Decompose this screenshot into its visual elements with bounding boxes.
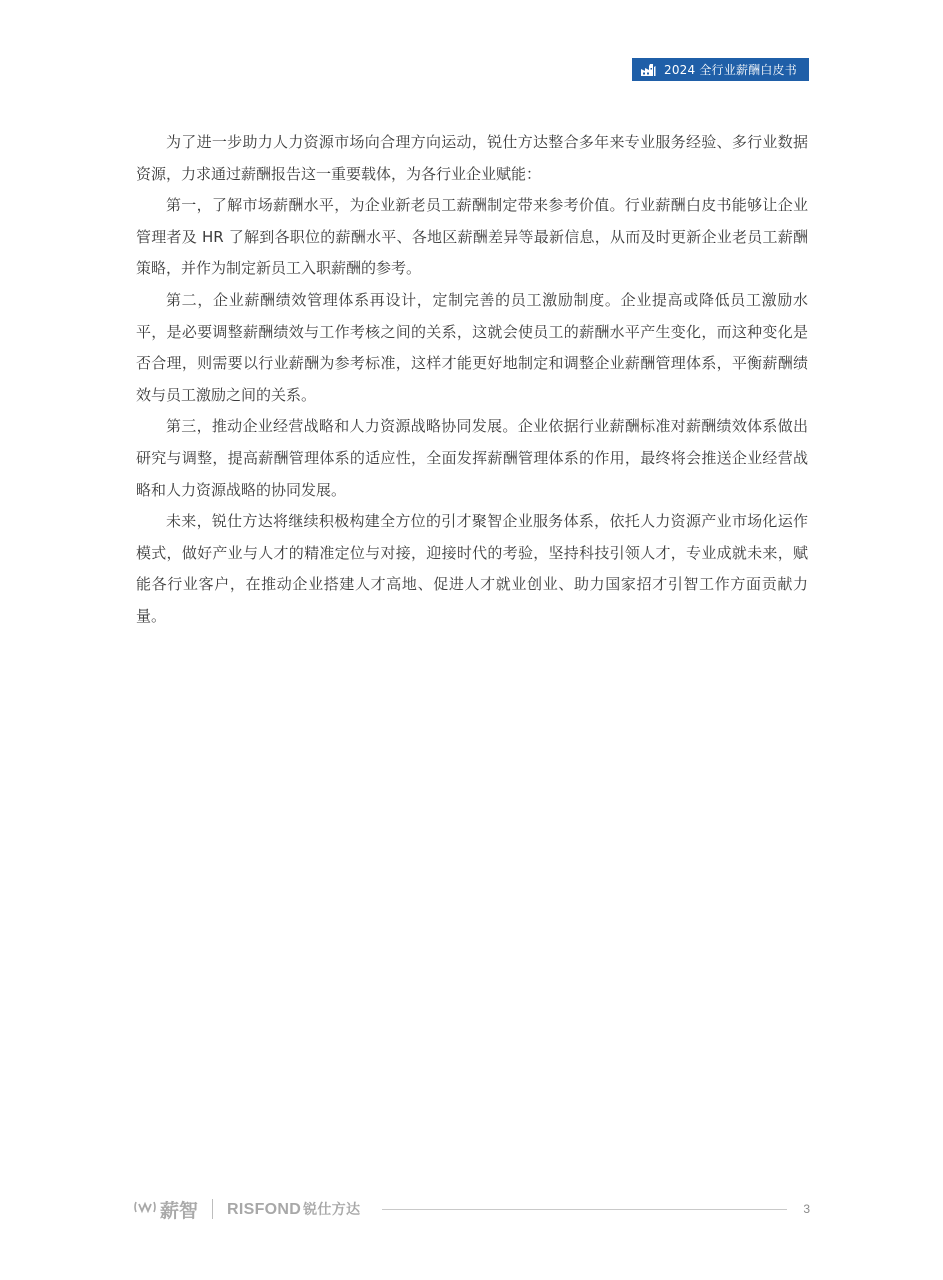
paragraph-first: 第一，了解市场薪酬水平，为企业新老员工薪酬制定带来参考价值。行业薪酬白皮书能够让企业管理者及 HR 了解到各职位的薪酬水平、各地区薪酬差异等最新信息，从而及时更新企业老员工薪酬策略，并作为制定新员工入职薪酬的参考。 bbox=[136, 196, 808, 278]
body-text bbox=[136, 127, 808, 633]
risfond-logo bbox=[227, 1199, 360, 1219]
risfond-logo-cn: 锐仕方达 bbox=[303, 1202, 361, 1218]
paragraph-intro: 为了进一步助力人力资源市场向合理方向运动，锐仕方达整合多年来专业服务经验、多行业数据资源，力求通过薪酬报告这一重要载体，为各行业企业赋能： bbox=[136, 133, 808, 183]
paragraph-third: 第三，推动企业经营战略和人力资源战略协同发展。企业依据行业薪酬标准对薪酬绩效体系做出研究与调整，提高薪酬管理体系的适应性，全面发挥薪酬管理体系的作用，最终将会推送企业经营战略和人力资源战略的协同发展。 bbox=[136, 417, 808, 499]
risfond-logo-en: RISFOND bbox=[227, 1201, 302, 1218]
page-footer bbox=[134, 1196, 810, 1222]
header-badge bbox=[632, 58, 809, 81]
factory-icon bbox=[640, 63, 656, 77]
xinzhi-logo-icon bbox=[134, 1198, 160, 1221]
paragraph-future: 未来，锐仕方达将继续积极构建全方位的引才聚智企业服务体系，依托人力资源产业市场化运作模式，做好产业与人才的精准定位与对接，迎接时代的考验，坚持科技引领人才，专业成就未来，赋能各行业客户，在推动企业搭建人才高地、促进人才就业创业、助力国家招才引智工作方面贡献力量。 bbox=[136, 512, 808, 625]
footer-rule bbox=[382, 1209, 787, 1210]
page-number: 3 bbox=[803, 1202, 810, 1216]
header-badge-text: 2024 全行业薪酬白皮书 bbox=[664, 63, 797, 77]
xinzhi-logo bbox=[134, 1196, 198, 1223]
paragraph-second: 第二，企业薪酬绩效管理体系再设计，定制完善的员工激励制度。企业提高或降低员工激励水平，是必要调整薪酬绩效与工作考核之间的关系，这就会使员工的薪酬水平产生变化，而这种变化是否合理，则需要以行业薪酬为参考标准，这样才能更好地制定和调整企业薪酬管理体系，平衡薪酬绩效与员工激励之间的关系。 bbox=[136, 290, 808, 404]
xinzhi-logo-text: 薪智 bbox=[160, 1199, 199, 1222]
footer-divider bbox=[212, 1199, 213, 1219]
